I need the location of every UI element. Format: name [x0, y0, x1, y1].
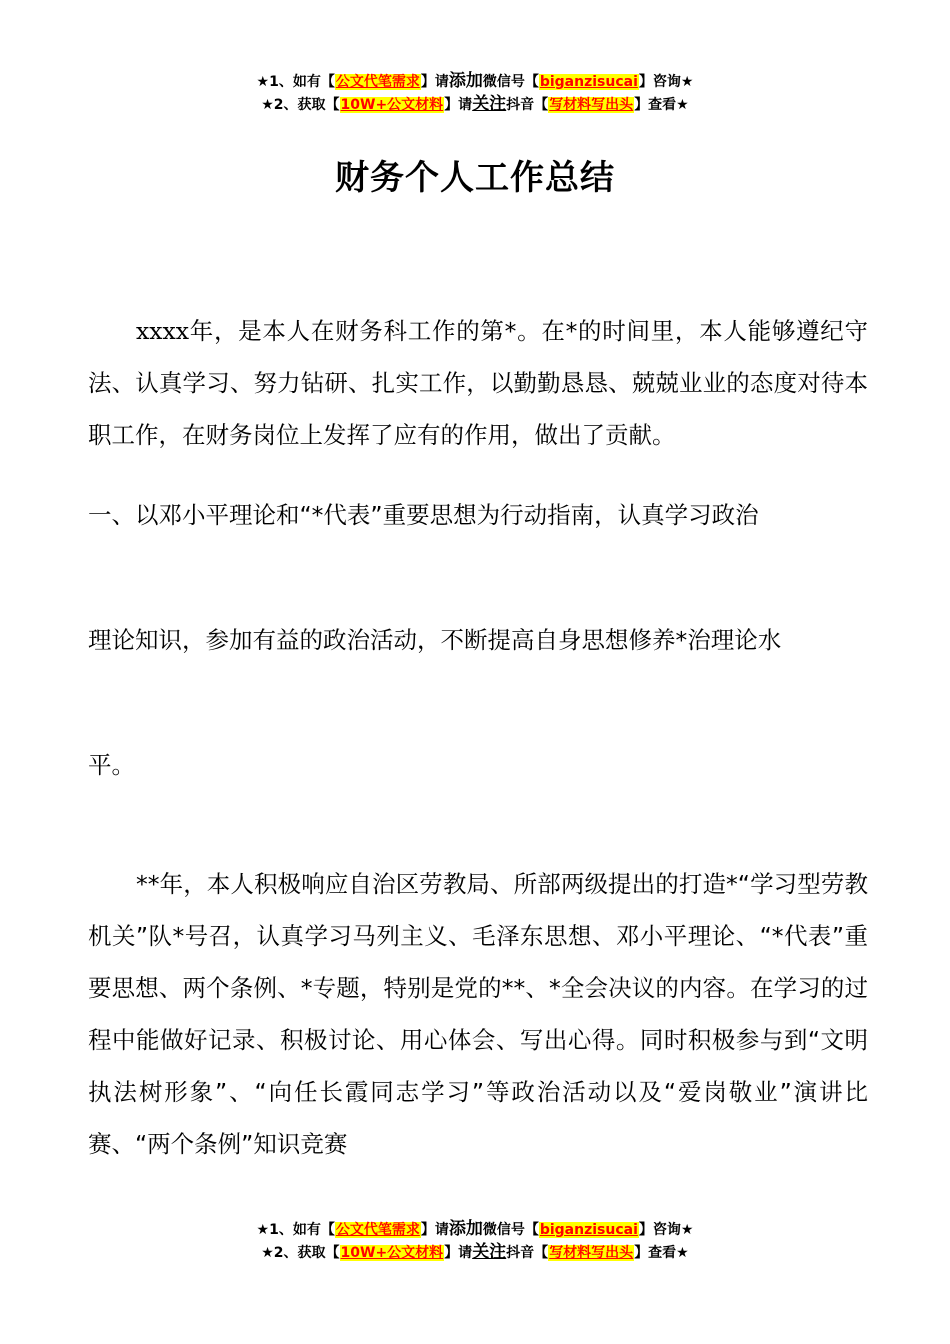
banner-text: 】请 — [420, 1222, 449, 1238]
paragraph-intro — [88, 305, 868, 461]
banner-text: 】查看★ — [634, 97, 689, 113]
banner-highlight-douyin: 写材料写出头 — [549, 97, 634, 113]
banner-text: ★2、获取【 — [261, 97, 340, 113]
top-banner — [0, 70, 950, 116]
paragraph-study: **年，本人积极响应自治区劳教局、所部两级提出的打造*“学习型劳教机关”队*号召，认真学习马列主义、毛泽东思想、邓小平理论、“*代表”重要思想、两个条例、*专题，特别是党的**、*全会决议的内容。在学习的过程中能做好记录、积极讨论、用心体会、写出心得。同时积极参与到“文明执法树形象”、“向任长霞同志学习”等政治活动以及“爱岗敬业”演讲比赛、“两个条例”知识竞赛 — [88, 870, 868, 1158]
year-placeholder: xxxx — [136, 317, 190, 345]
section-heading-line-2: 理论知识，参加有益的政治活动，不断提高自身思想修养*治理论水 — [88, 626, 782, 654]
banner-text: 微信号【 — [482, 74, 539, 90]
banner-line-1 — [0, 70, 950, 93]
banner-emphasis: 关注 — [472, 94, 507, 114]
banner-text: 】查看★ — [634, 1245, 689, 1261]
banner-highlight-wechat: biganzisucai — [539, 1222, 638, 1238]
banner-line-2 — [0, 93, 950, 116]
bottom-banner — [0, 1218, 950, 1264]
banner-highlight-douyin: 写材料写出头 — [549, 1245, 634, 1261]
banner-text: 抖音【 — [506, 1245, 549, 1261]
document-title: 财务个人工作总结 — [335, 158, 615, 198]
banner-highlight-wechat: biganzisucai — [539, 74, 638, 90]
banner-emphasis: 添加 — [448, 71, 483, 91]
banner-highlight: 10W+公文材料 — [340, 1245, 444, 1261]
paragraph-text: 年，是本人在财务科工作的第*。在*的时间里，本人能够遵纪守法、认真学习、努力钻研、扎实工作，以勤勤恳恳、兢兢业业的态度对待本职工作，在财务岗位上发挥了应有的作用，做出了贡献。 — [88, 317, 868, 449]
banner-emphasis: 关注 — [472, 1242, 507, 1262]
banner-text: ★2、获取【 — [261, 1245, 340, 1261]
banner-text: 微信号【 — [482, 1222, 539, 1238]
section-heading-line-3: 平。 — [88, 751, 135, 779]
banner-highlight: 公文代笔需求 — [335, 1222, 420, 1238]
banner-emphasis: 添加 — [448, 1219, 483, 1239]
banner-text: 抖音【 — [506, 97, 549, 113]
banner-text: ★1、如有【 — [256, 74, 335, 90]
banner-text: ★1、如有【 — [256, 1222, 335, 1238]
section-heading-line-1: 一、以邓小平理论和“*代表”重要思想为行动指南，认真学习政治 — [88, 501, 759, 529]
banner-highlight: 10W+公文材料 — [340, 97, 444, 113]
banner-text: 】请 — [444, 97, 473, 113]
banner-text: 】咨询★ — [638, 1222, 694, 1238]
banner-highlight: 公文代笔需求 — [335, 74, 420, 90]
banner-text: 】请 — [444, 1245, 473, 1261]
banner-line-1 — [0, 1218, 950, 1241]
banner-line-2 — [0, 1241, 950, 1264]
banner-text: 】咨询★ — [638, 74, 694, 90]
banner-text: 】请 — [420, 74, 449, 90]
